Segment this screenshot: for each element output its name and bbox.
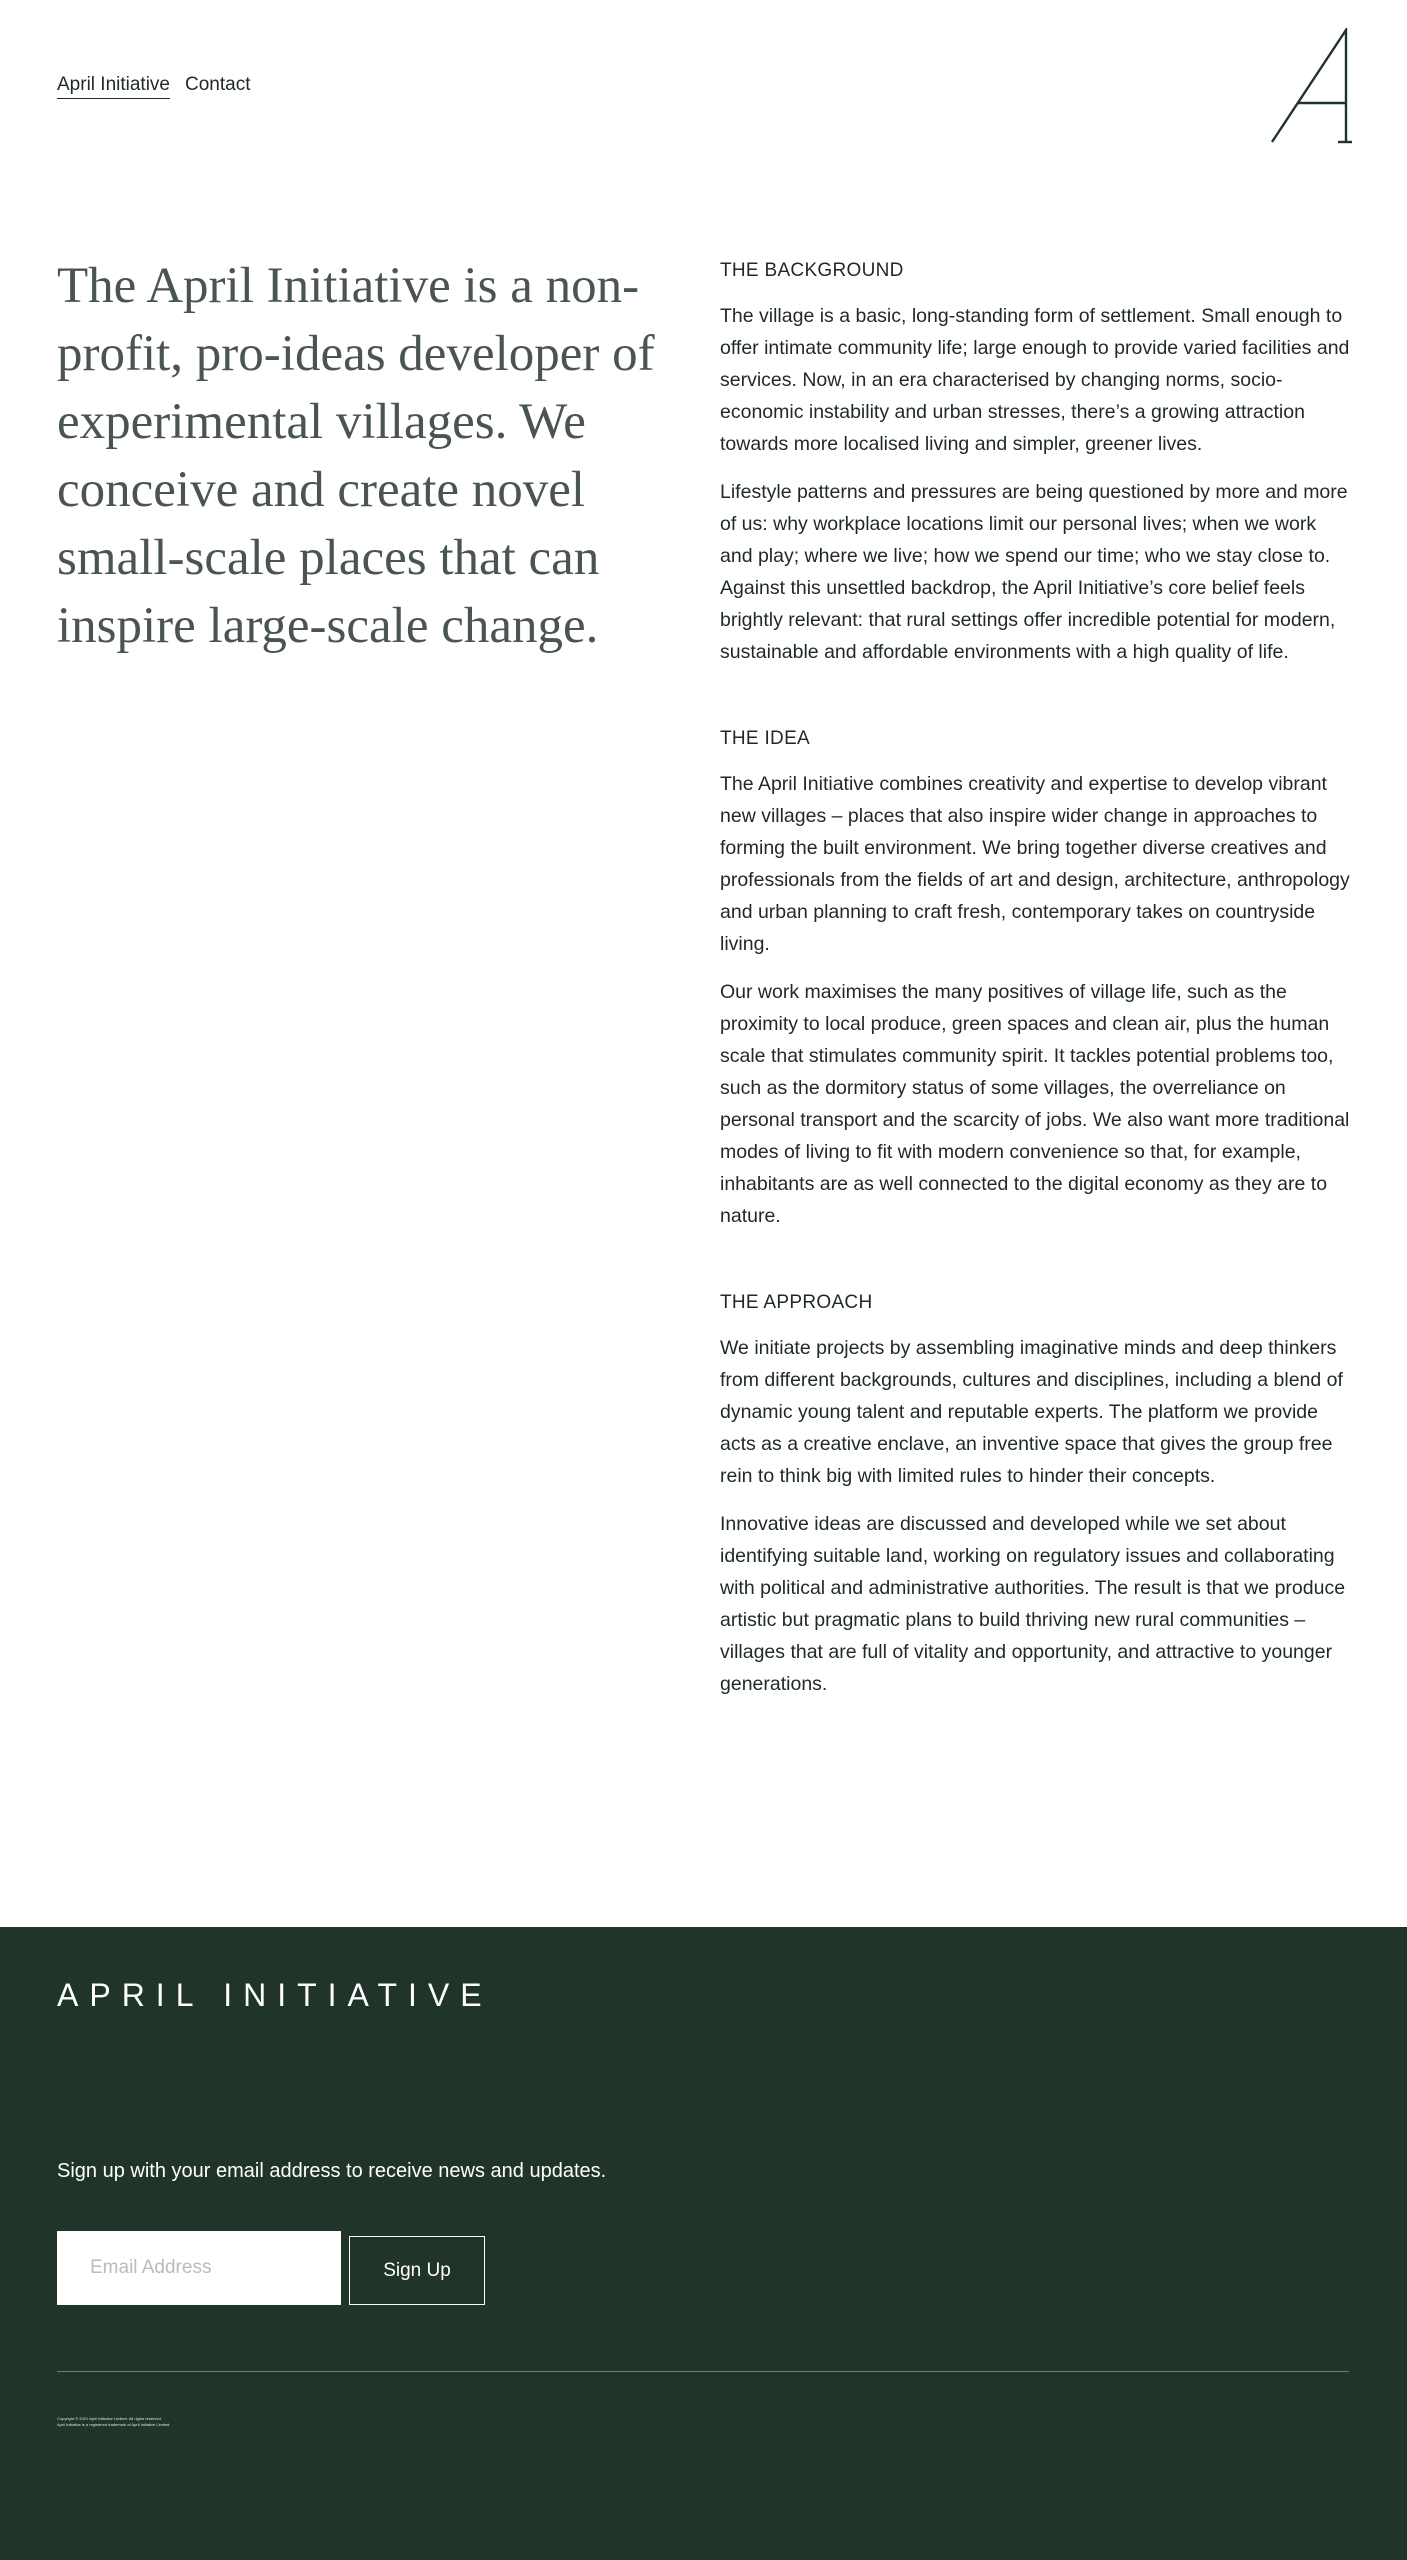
section-paragraph: The village is a basic, long-standing form of settlement. Small enough to offer intimate community life; large enough to provide varied facilities and services. Now, in an era characterised by changing norms, socio-economic instability and urban stresses, there’s a growing attraction towards more localised living and simpler, greener lives. [720, 305, 1350, 455]
letter-a-logo-icon[interactable] [1270, 28, 1352, 144]
footer-brand: APRIL INITIATIVE [57, 1977, 493, 2013]
nav-link-april-initiative[interactable]: April Initiative [57, 74, 170, 99]
footer [0, 1927, 1407, 2560]
newsletter-signup-text: Sign up with your email address to receive news and updates. [57, 2160, 607, 2182]
main-content [720, 258, 1352, 1758]
section-idea [720, 726, 1352, 1232]
section-heading: THE IDEA [720, 728, 811, 749]
section-paragraph: The April Initiative combines creativity and expertise to develop vibrant new villages – places that also inspire wider change in approaches to forming the built environment. We bring together diverse creatives and professionals from the fields of art and design, architecture, anthropology and urban planning to craft fresh, contemporary takes on countryside living. [720, 773, 1350, 955]
section-paragraph: Lifestyle patterns and pressures are being questioned by more and more of us: why workplace locations limit our personal lives; when we work and play; where we live; how we spend our time; who we stay close to. Against this unsettled backdrop, the April Initiative’s core belief feels brightly relevant: that rural settings offer incredible potential for modern, sustainable and affordable environments with a high quality of life. [720, 481, 1348, 663]
section-heading: THE APPROACH [720, 1292, 873, 1313]
section-background [720, 258, 1352, 668]
intro-statement: The April Initiative is a non-profit, pro-ideas developer of experimental villages. We conceive and create novel small-scale places that can inspire large-scale change. [57, 258, 655, 654]
section-heading: THE BACKGROUND [720, 260, 904, 281]
section-paragraph: Innovative ideas are discussed and developed while we set about identifying suitable land, working on regulatory issues and collaborating with political and administrative authorities. The result is that we produce artistic but pragmatic plans to build thriving new rural communities – villages that are full of vitality and opportunity, and attractive to younger generations. [720, 1513, 1346, 1695]
section-paragraph: We initiate projects by assembling imaginative minds and deep thinkers from different backgrounds, cultures and disciplines, including a blend of dynamic young talent and reputable experts. The platform we provide acts as a creative enclave, an inventive space that gives the group free rein to think big with limited rules to hinder their concepts. [720, 1337, 1343, 1487]
copyright-line: Copyright © 2021 April Initiative Limited. All rights reserved. [57, 2416, 162, 2421]
top-nav [57, 74, 250, 99]
footer-divider [57, 2371, 1349, 2372]
section-approach [720, 1290, 1352, 1700]
nav-link-contact[interactable]: Contact [185, 74, 251, 95]
copyright-line: April Initiative is a registered trademark of April Initiative Limited. [57, 2422, 171, 2427]
email-field[interactable] [57, 2231, 341, 2305]
sign-up-button[interactable]: Sign Up [349, 2236, 485, 2305]
section-paragraph: Our work maximises the many positives of village life, such as the proximity to local produce, green spaces and clean air, plus the human scale that stimulates community spirit. It tackles potential problems too, such as the dormitory status of some villages, the overreliance on personal transport and the scarcity of jobs. We also want more traditional modes of living to fit with modern convenience so that, for example, inhabitants are as well connected to the digital economy as they are to nature. [720, 981, 1350, 1227]
copyright-text [57, 2416, 237, 2428]
